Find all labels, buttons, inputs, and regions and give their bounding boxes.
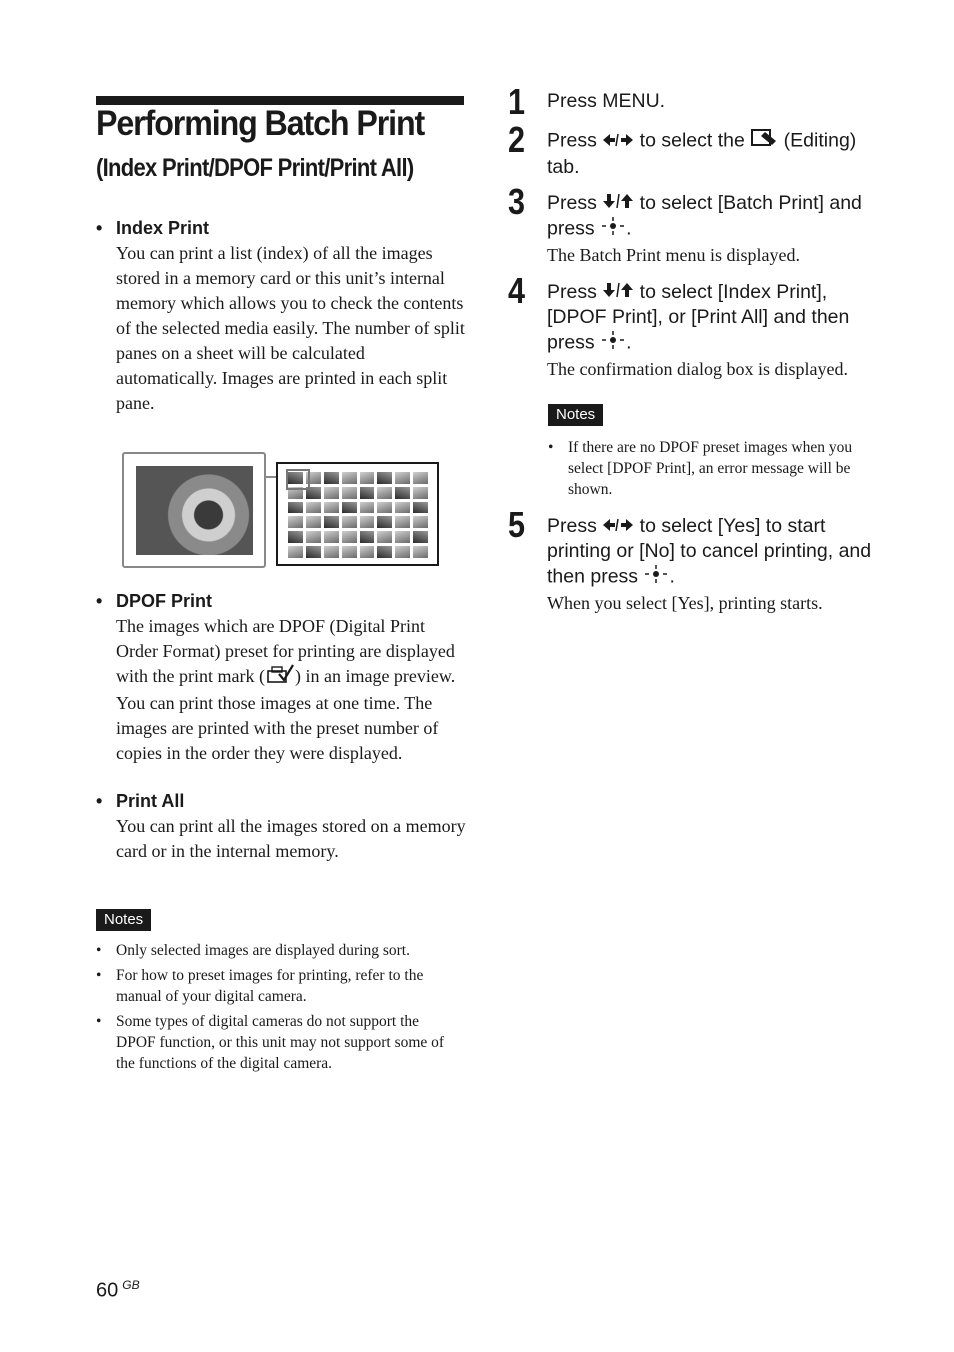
step-instruction: Press MENU.	[547, 90, 666, 112]
thumbnail	[342, 546, 357, 558]
thumbnail	[377, 516, 392, 528]
thumbnail	[360, 531, 375, 543]
thumbnail	[342, 502, 357, 514]
thumbnail	[288, 502, 303, 514]
thumbnail	[413, 516, 428, 528]
thumbnail	[377, 502, 392, 514]
print-all-heading: Print All	[116, 791, 185, 811]
enter-button-icon	[643, 564, 669, 591]
thumbnail	[306, 502, 321, 514]
thumbnail	[395, 531, 410, 543]
dpof-print-description: The images which are DPOF (Digital Print Order Format) preset for printing are displayed with the print mark ( ) in an image preview. You can print those images at one time. The images are printed with the preset number of copies in the order they were displayed.	[116, 616, 456, 764]
thumbnail	[324, 531, 339, 543]
step-number: 2	[508, 119, 526, 160]
thumbnail	[324, 487, 339, 499]
page-title: Performing Batch Print	[96, 104, 425, 143]
step-number: 4	[508, 270, 526, 311]
thumbnail	[324, 472, 339, 484]
thumbnail	[395, 546, 410, 558]
thumbnail	[342, 531, 357, 543]
thumbnail	[395, 516, 410, 528]
thumbnail	[288, 531, 303, 543]
thumbnail	[324, 546, 339, 558]
thumbnail	[360, 502, 375, 514]
thumbnail	[288, 516, 303, 528]
dpof-print-section	[96, 589, 466, 766]
step-5	[508, 504, 888, 616]
thumbnail	[377, 472, 392, 484]
thumbnail	[395, 472, 410, 484]
step-instruction: Press to select [Batch Print] and press .	[547, 184, 888, 243]
thumbnail	[306, 546, 321, 558]
step-3	[508, 181, 888, 268]
step-number: 5	[508, 504, 526, 545]
page-number: 60 $^{GB}$	[96, 1278, 140, 1302]
step-result: The confirmation dialog box is displayed.	[547, 359, 848, 380]
index-print-description: You can print a list (index) of all the images stored in a memory card or this unit’s internal memory which allows you to check the contents of the selected media easily. The number of split panes on a sheet will be calculated automatically. Images are printed in each split pane.	[116, 243, 465, 413]
step-number: 3	[508, 181, 526, 222]
bullet: •	[96, 791, 103, 811]
thumbnail	[288, 546, 303, 558]
step-instruction: Press to select the (Editing) tab.	[547, 129, 857, 178]
print-mark-icon	[265, 664, 295, 691]
note-item: • If there are no DPOF preset images when you select [DPOF Print], an error message will be shown.	[548, 437, 878, 500]
thumbnail	[360, 516, 375, 528]
index-print-illustration	[122, 452, 442, 570]
selected-thumbnail-frame	[286, 469, 310, 490]
left-notes-list	[96, 940, 462, 1078]
thumbnail	[324, 516, 339, 528]
enter-button-icon	[600, 330, 626, 357]
bullet: •	[96, 218, 103, 238]
notes-label: Notes	[548, 404, 603, 426]
thumbnail	[377, 546, 392, 558]
sunflower-photo	[136, 466, 253, 555]
bullet: •	[96, 591, 103, 611]
down-up-arrows-icon	[602, 191, 634, 216]
thumbnail	[413, 487, 428, 499]
thumbnail	[360, 487, 375, 499]
step-instruction: Press to select [Index Print], [DPOF Print], or [Print All] and then press .	[547, 273, 888, 357]
enter-button-icon	[600, 216, 626, 243]
thumbnail	[306, 531, 321, 543]
note-item: • Only selected images are displayed during sort.	[96, 940, 462, 961]
step-result: The Batch Print menu is displayed.	[547, 245, 800, 266]
page-subtitle: (Index Print/DPOF Print/Print All)	[96, 154, 414, 182]
step-1	[508, 81, 888, 122]
note-item: • For how to preset images for printing, refer to the manual of your digital camera.	[96, 965, 462, 1007]
index-print-heading: Index Print	[116, 218, 210, 238]
note-item: • Some types of digital cameras do not support the DPOF function, or this unit may not support some of the functions of the digital camera.	[96, 1011, 462, 1074]
thumbnail	[413, 531, 428, 543]
down-up-arrows-icon	[602, 280, 634, 305]
left-right-arrows-icon	[602, 514, 634, 539]
dpof-print-heading: DPOF Print	[116, 591, 213, 611]
left-right-arrows-icon	[602, 129, 634, 154]
thumbnail	[342, 487, 357, 499]
thumbnail	[342, 516, 357, 528]
thumbnail	[395, 502, 410, 514]
thumbnail	[377, 487, 392, 499]
editing-tab-icon	[750, 128, 778, 155]
thumbnail	[306, 516, 321, 528]
step-number: 1	[508, 81, 526, 122]
step-2	[508, 119, 888, 180]
thumbnail	[360, 472, 375, 484]
print-all-section	[96, 789, 466, 864]
index-sheet	[276, 462, 439, 566]
thumbnail	[413, 546, 428, 558]
step-4	[508, 270, 888, 382]
notes-label: Notes	[96, 909, 151, 931]
right-notes-list	[548, 437, 878, 504]
thumbnail	[360, 546, 375, 558]
thumbnail	[395, 487, 410, 499]
step-instruction: Press to select [Yes] to start printing or [No] to cancel printing, and then press .	[547, 507, 888, 591]
thumbnail	[413, 472, 428, 484]
index-print-section	[96, 216, 466, 416]
step-result: When you select [Yes], printing starts.	[547, 593, 823, 614]
thumbnail	[413, 502, 428, 514]
region-code: GB	[122, 1278, 140, 1292]
print-all-description: You can print all the images stored on a memory card or in the internal memory.	[116, 816, 466, 861]
thumbnail	[377, 531, 392, 543]
single-photo-frame	[122, 452, 266, 568]
thumbnail	[324, 502, 339, 514]
thumbnail	[342, 472, 357, 484]
